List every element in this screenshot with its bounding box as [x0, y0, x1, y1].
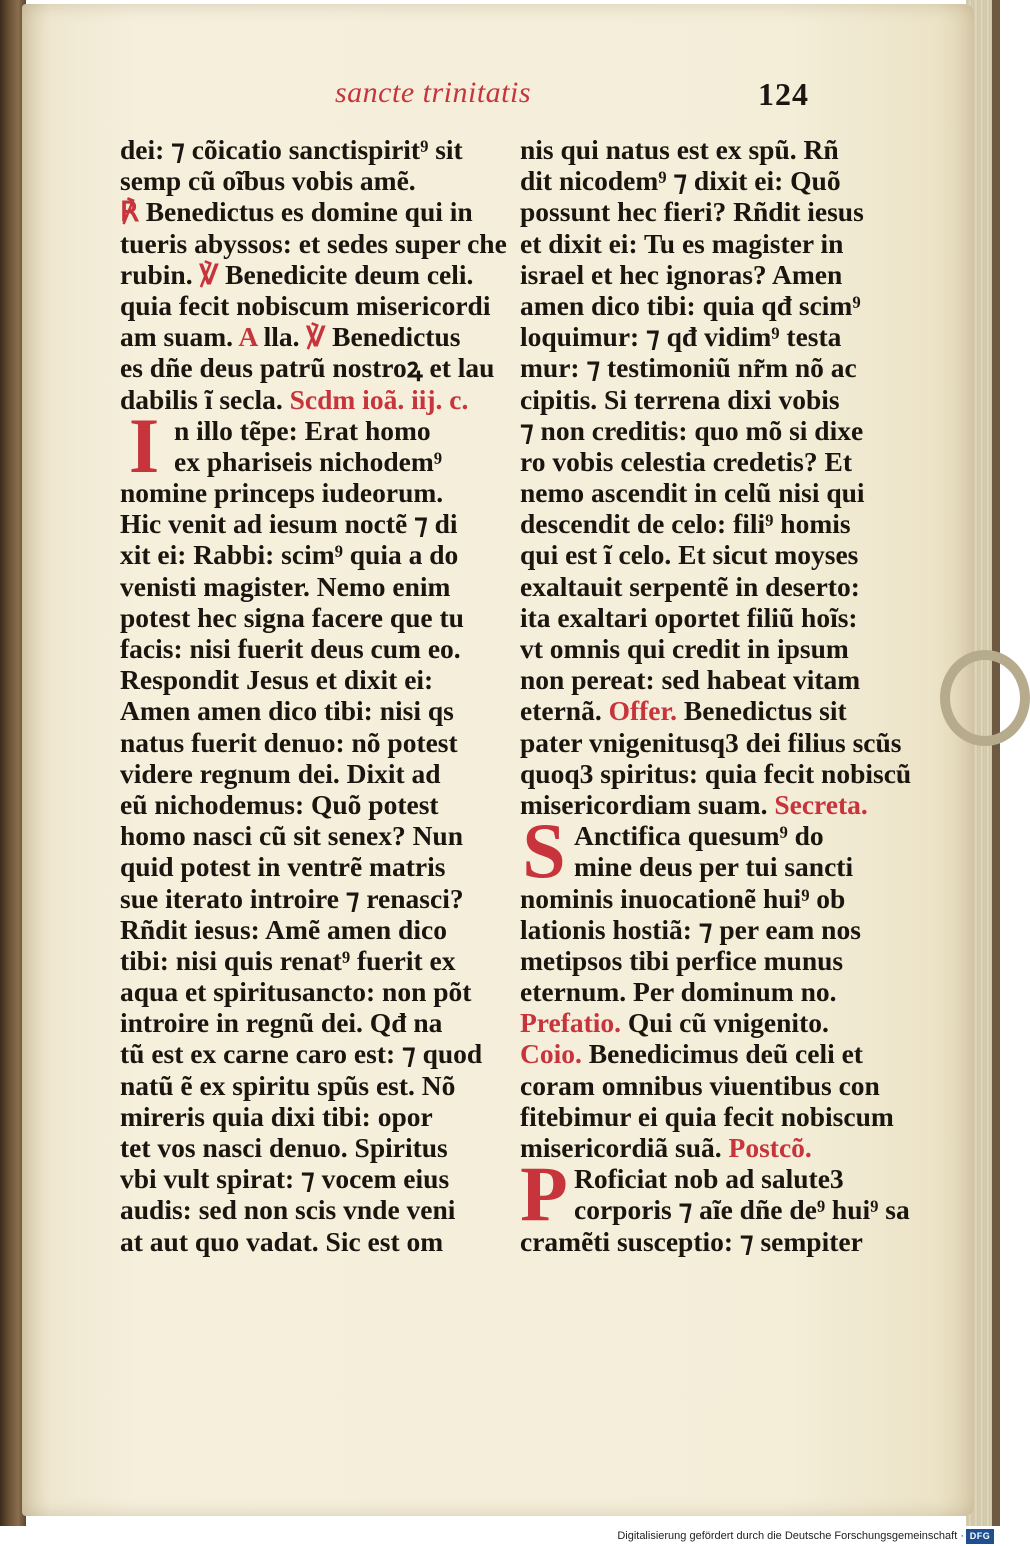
- running-head: sancte trinitatis: [335, 76, 531, 109]
- line-text: rubin.: [120, 258, 200, 290]
- line-text: vbi vult spirat: ⁊ vocem eius: [120, 1163, 450, 1195]
- text-line: [520, 290, 900, 321]
- left-text-column: [120, 134, 507, 1257]
- line-text: Respondit Jesus et dixit ei:: [120, 664, 434, 696]
- text-line: [120, 384, 495, 415]
- line-text: corporis ⁊ aĩe dñe de⁹ hui⁹ sa: [574, 1194, 910, 1226]
- text-line: [120, 508, 495, 539]
- text-line: [120, 1070, 495, 1101]
- text-line: [520, 633, 900, 664]
- line-text: dabilis ĩ secla.: [120, 383, 290, 415]
- line-text: dei: ⁊ cõicatio sanctispirit⁹ sit: [120, 134, 463, 165]
- text-line: [520, 165, 900, 196]
- text-line: [120, 134, 495, 165]
- line-text: metipsos tibi perfice munus: [520, 944, 844, 976]
- text-line: [520, 851, 900, 882]
- rubric-text: Postcõ.: [728, 1132, 812, 1163]
- line-text: Benedictus es domine qui in: [145, 196, 473, 228]
- line-text: introire in regnũ dei. Qđ na: [120, 1007, 443, 1039]
- line-text: nemo ascendit in celũ nisi qui: [520, 477, 865, 509]
- clasp-ring: [940, 650, 1030, 746]
- line-text: mur: ⁊ testimoniũ nr̃m nõ ac: [520, 352, 857, 384]
- rubric-text: ℣: [306, 321, 333, 353]
- rubric-text: ℟: [120, 196, 146, 228]
- line-text: possunt hec fieri? Rñdit iesus: [520, 196, 864, 228]
- text-line: [120, 1132, 495, 1163]
- line-text: quia fecit nobiscum misericordi: [120, 289, 491, 321]
- line-text: eũ nichodemus: Quõ potest: [120, 788, 439, 820]
- text-line: [520, 1070, 900, 1101]
- text-line: [120, 539, 495, 570]
- text-line: [120, 352, 495, 383]
- text-line: [520, 1226, 900, 1257]
- text-line: [120, 1007, 495, 1038]
- text-line: [520, 571, 900, 602]
- line-text: Benedictus sit: [677, 695, 847, 727]
- text-line: [120, 820, 495, 851]
- line-text: potest hec signa facere que tu: [120, 601, 464, 633]
- text-line: [120, 446, 495, 477]
- text-line: [120, 165, 495, 196]
- line-text: cramẽti susceptio: ⁊ sempiter: [520, 1225, 863, 1257]
- text-line: [520, 883, 900, 914]
- text-line: [120, 883, 495, 914]
- line-text: tueris abyssos: et sedes super che: [120, 227, 507, 259]
- line-text: Qui cũ vnigenito.: [621, 1007, 829, 1039]
- line-text: ex phariseis nichodem⁹: [174, 445, 442, 477]
- text-line: [520, 1132, 900, 1163]
- text-line: [120, 602, 495, 633]
- line-text: Amen amen dico tibi: nisi qs: [120, 695, 454, 727]
- line-text: et dixit ei: Tu es magister in: [520, 227, 844, 259]
- text-line: [520, 789, 900, 820]
- text-line: [120, 664, 495, 695]
- line-text: lla.: [256, 321, 307, 353]
- line-text: tibi: nisi quis renat⁹ fuerit ex: [120, 944, 456, 976]
- text-line: [520, 384, 900, 415]
- line-text: lationis hostiã: ⁊ per eam nos: [520, 913, 861, 945]
- line-text: eternã.: [520, 695, 609, 727]
- drop-initial: P: [520, 1150, 568, 1238]
- line-text: Rñdit iesus: Amẽ amen dico: [120, 913, 447, 945]
- text-line: [520, 945, 900, 976]
- line-text: nominis inuocationẽ hui⁹ ob: [520, 882, 846, 914]
- text-line: [120, 633, 495, 664]
- line-text: mireris quia dixi tibi: opor: [120, 1100, 433, 1132]
- text-line: [520, 539, 900, 570]
- line-text: am suam.: [120, 321, 239, 353]
- rubric-text: Secreta.: [774, 788, 868, 820]
- line-text: xit ei: Rabbi: scim⁹ quia a do: [120, 539, 459, 571]
- text-line: [520, 477, 900, 508]
- drop-initial: I: [128, 401, 160, 489]
- text-line: [120, 571, 495, 602]
- line-text: Anctifica quesum⁹ do: [574, 820, 824, 852]
- text-line: [120, 1194, 495, 1225]
- line-text: ro vobis celestia credetis? Et: [520, 445, 852, 477]
- dfg-logo: DFG: [966, 1529, 994, 1544]
- text-line: [120, 789, 495, 820]
- text-line: [520, 446, 900, 477]
- line-text: tũ est ex carne caro est: ⁊ quod: [120, 1038, 483, 1070]
- text-line: [520, 352, 900, 383]
- line-text: vt omnis qui credit in ipsum: [520, 633, 849, 664]
- line-text: videre regnum dei. Dixit ad: [120, 757, 441, 789]
- line-text: misericordiã suã.: [520, 1132, 729, 1163]
- text-line: [120, 290, 495, 321]
- text-line: [120, 227, 507, 259]
- line-text: amen dico tibi: quia qđ scim⁹: [520, 289, 861, 321]
- text-line: [520, 664, 900, 695]
- text-line: [120, 259, 495, 290]
- line-text: misericordiam suam.: [520, 788, 775, 820]
- text-line: [520, 508, 900, 539]
- line-text: ⁊ non creditis: quo mõ si dixe: [520, 414, 864, 446]
- line-text: homo nasci cũ sit senex? Nun: [120, 820, 464, 852]
- line-text: loquimur: ⁊ qđ vidim⁹ testa: [520, 321, 842, 353]
- line-text: aqua et spiritusancto: non põt: [120, 976, 472, 1008]
- line-text: sue iterato introire ⁊ renasci?: [120, 882, 464, 914]
- right-text-column: [520, 134, 912, 1257]
- text-line: [120, 851, 495, 882]
- rubric-text: Prefatio.: [520, 1007, 622, 1039]
- text-line: [520, 727, 900, 758]
- folio-number: 124: [758, 76, 809, 112]
- text-line: [520, 976, 900, 1007]
- line-text: venisti magister. Nemo enim: [120, 570, 451, 602]
- text-line: [520, 259, 900, 290]
- text-line: [520, 1038, 900, 1069]
- text-line: [520, 1194, 910, 1226]
- text-line: [520, 228, 900, 259]
- line-text: n illo tẽpe: Erat homo: [174, 414, 431, 446]
- text-line: [120, 1101, 495, 1132]
- line-text: dit nicodem⁹ ⁊ dixit ei: Quõ: [520, 165, 841, 197]
- line-text: fitebimur ei quia fecit nobiscum: [520, 1100, 894, 1132]
- line-text: Hic venit ad iesum noctẽ ⁊ di: [120, 508, 458, 540]
- line-text: quoq3 spiritus: quia fecit nobiscũ: [520, 757, 912, 789]
- text-line: [120, 695, 495, 726]
- line-text: facis: nisi fuerit deus cum eo.: [120, 633, 461, 664]
- line-text: exaltauit serpentẽ in deserto:: [520, 570, 860, 602]
- text-line: [520, 757, 912, 789]
- line-text: non pereat: sed habeat vitam: [520, 664, 861, 696]
- text-line: [520, 602, 900, 633]
- line-text: at aut quo vadat. Sic est om: [120, 1225, 444, 1257]
- line-text: Benedictus: [332, 321, 461, 353]
- line-text: coram omnibus viuentibus con: [520, 1069, 880, 1101]
- line-text: pater vnigenitusq3 dei filius scũs: [520, 726, 902, 758]
- text-line: [520, 1101, 900, 1132]
- line-text: Roficiat nob ad salute3: [574, 1163, 844, 1195]
- text-line: [120, 914, 495, 945]
- text-line: [520, 914, 900, 945]
- rubric-text: Coio.: [520, 1038, 582, 1070]
- book-cover-right-edge: [992, 0, 1000, 1526]
- text-line: [520, 415, 900, 446]
- line-text: descendit de celo: fili⁹ homis: [520, 508, 851, 540]
- text-line: [120, 945, 495, 976]
- text-line: [120, 196, 495, 227]
- text-line: [520, 196, 900, 227]
- line-text: Benedicimus deũ celi et: [581, 1038, 863, 1070]
- line-text: natus fuerit denuo: nõ potest: [120, 726, 458, 758]
- line-text: qui est ĩ celo. Et sicut moyses: [520, 539, 859, 571]
- line-text: israel et hec ignoras? Amen: [520, 258, 843, 290]
- line-text: mine deus per tui sancti: [574, 851, 854, 883]
- line-text: natũ ẽ ex spiritu spũs est. Nõ: [120, 1069, 456, 1101]
- text-line: [120, 727, 495, 758]
- line-text: quid potest in ventrẽ matris: [120, 851, 446, 883]
- line-text: Benedicite deum celi.: [225, 258, 474, 290]
- text-line: [520, 1007, 900, 1038]
- footer-bar: [0, 1526, 1000, 1546]
- text-line: [120, 1038, 495, 1069]
- text-line: [120, 1163, 495, 1194]
- text-line: [120, 976, 495, 1007]
- line-text: es dñe deus patrũ nostroꝝ et lau: [120, 352, 495, 384]
- line-text: audis: sed non scis vnde veni: [120, 1194, 456, 1226]
- text-line: [520, 695, 900, 726]
- line-text: ita exaltari oportet filiũ hoĩs:: [520, 601, 858, 633]
- line-text: cipitis. Si terrena dixi vobis: [520, 383, 840, 415]
- footer-credit: Digitalisierung gefördert durch die Deutsche Forschungsgemeinschaft ·: [617, 1530, 964, 1542]
- text-line: [120, 758, 495, 789]
- rubric-text: A: [238, 321, 257, 353]
- text-line: [520, 321, 900, 352]
- text-line: [520, 134, 900, 165]
- text-line: [120, 1226, 495, 1257]
- rubric-text: ℣: [199, 258, 226, 290]
- line-text: eternum. Per dominum no.: [520, 976, 837, 1008]
- line-text: semp cũ oĩbus vobis amẽ.: [120, 165, 416, 197]
- line-text: nis qui natus est ex spũ. Rñ: [520, 134, 839, 165]
- rubric-text: Offer.: [608, 695, 678, 727]
- text-line: [120, 321, 495, 352]
- drop-initial: S: [522, 807, 566, 895]
- rubric-text: Scdm ioã. iij. c.: [289, 383, 469, 415]
- line-text: nomine princeps iudeorum.: [120, 477, 444, 509]
- text-line: [120, 477, 495, 508]
- line-text: tet vos nasci denuo. Spiritus: [120, 1132, 448, 1163]
